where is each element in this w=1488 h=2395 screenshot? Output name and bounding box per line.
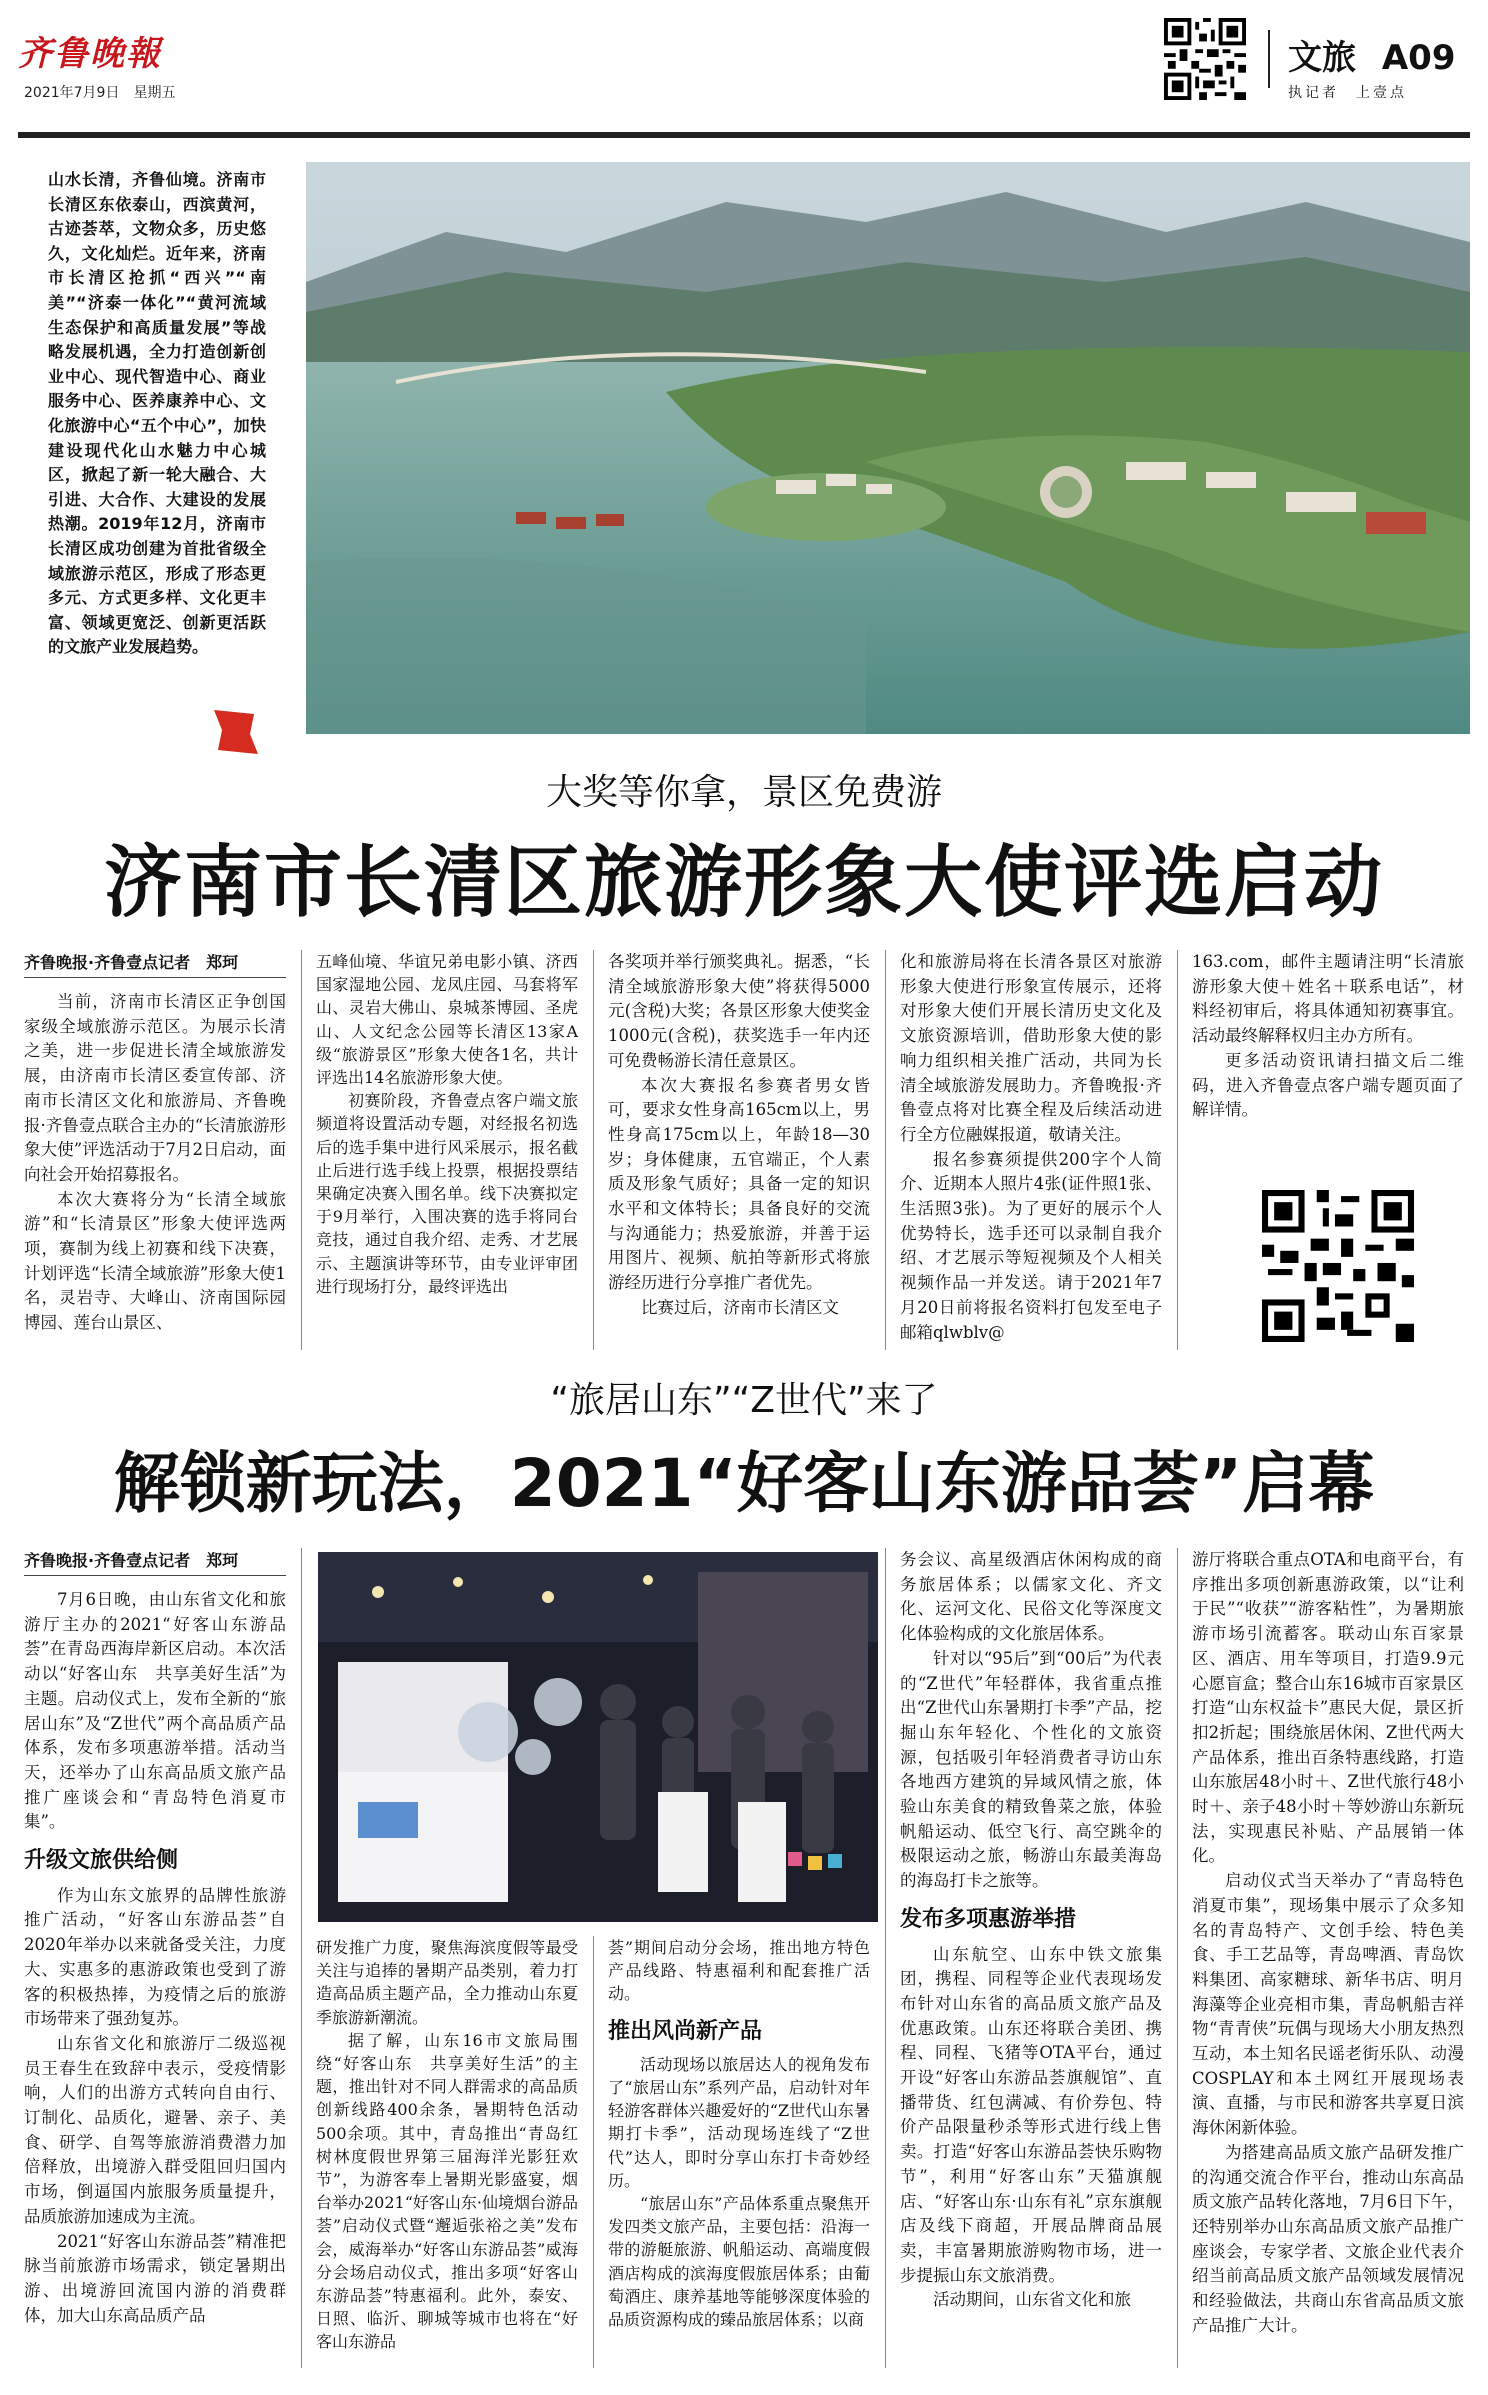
paragraph: 2021“好客山东游品荟”精准把脉当前旅游市场需求，锁定暑期出游、出境游回流国内游的消费群体，加大山东高品质产品 — [24, 2231, 286, 2325]
column-rule — [301, 950, 302, 1350]
paragraph: 7月6日晚，由山东省文化和旅游厅主办的2021“好客山东游品荟”在青岛西海岸新区启动。本次活动以“好客山东 共享美好生活”为主题。启动仪式上，发布全新的“旅居山东”及“Z世代”两个高品质产品体系，发布多项惠游举措。活动当天，还举办了山东高品质文旅产品推广座谈会和“青岛特色消夏市集”。 — [24, 1590, 286, 1832]
story1-col2 — [316, 950, 578, 1298]
paragraph: 据了解，山东16市文旅局围绕“好客山东 共享美好生活”的主题，推出针对不同人群需求的高品质创新线路400余条，暑期特色活动500余项。其中，青岛推出“青岛红树林度假世界第三届海洋光影狂欢节”，为游客奉上暑期光影盛宴，烟台举办2021“好客山东·仙境烟台游品荟”启动仪式暨“邂逅张裕之美”发布会，威海举办“好客山东游品荟”威海分会场启动仪式，推出多项“好客山东游品荟”特惠福利。此外，泰安、日照、临沂、聊城等城市也将在“好客山东游品 — [316, 2030, 578, 2352]
column-rule — [301, 1548, 302, 2368]
paragraph: 启动仪式当天举办了“青岛特色消夏市集”，现场集中展示了众多知名的青岛特产、文创手绘、特色美食、手工艺品等，青岛啤酒、青岛饮料集团、高家糖球、新华书店、明月海藻等企业亮相市集，青岛帆船吉祥物“青青侠”玩偶与现场大小朋友热烈互动，本土知名民谣老街乐队、动漫COSPLAY和本土网红开展现场表演、直播，与市民和游客共享夏日滨海休闲新体验。 — [1192, 1871, 1464, 2138]
story1-headline: 济南市长清区旅游形象大使评选启动 — [103, 838, 1384, 928]
paragraph: 更多活动资讯请扫描文后二维码，进入齐鲁壹点客户端专题页面了解详情。 — [1192, 1050, 1464, 1120]
story2-col4 — [900, 1548, 1162, 2313]
paragraph: 报名参赛须提供200字个人简介、近期本人照片4张(证件照1张、生活照3张)。为了更好的展示个人优势特长，选手还可以录制自我介绍、才艺展示等短视频及个人相关视频作品一并发送。请于2021年7月20日前将报名资料打包发至电子邮箱qlwblv@ — [900, 1149, 1162, 1342]
paragraph: “旅居山东”产品体系重点聚焦开发四类文旅产品，主要包括：沿海一带的游艇旅游、帆船运动、高端度假酒店构成的滨海度假旅居体系；由葡萄酒庄、康养基地等能够深度体验的品质资源构成的臻品旅居体系；以商 — [608, 2194, 870, 2330]
aerial-photo-changqing — [306, 162, 1470, 734]
paragraph: 务会议、高星级酒店休闲构成的商务旅居体系；以儒家文化、齐文化、运河文化、民俗文化等深度文化体验构成的文化旅居体系。 — [900, 1550, 1162, 1644]
story2-headline: 解锁新玩法，2021“好客山东游品荟”启幕 — [113, 1445, 1375, 1522]
subhead-new-products: 推出风尚新产品 — [608, 2018, 763, 2044]
header-divider — [1268, 30, 1270, 88]
paragraph: 活动现场以旅居达人的视角发布了“旅居山东”系列产品，启动针对年轻游客群体兴趣爱好的“Z世代山东暑期打卡季”，活动现场连线了“Z世代”达人，即时分享山东打卡奇妙经历。 — [608, 2054, 870, 2190]
subhead-upgrade: 升级文旅供给侧 — [24, 1848, 179, 1874]
paragraph: 各奖项并举行颁奖典礼。据悉，“长清全域旅游形象大使”将获得5000元(含税)大奖；各景区形象大使奖金1000元(含税)，获奖选手一年内还可免费畅游长清任意景区。 — [608, 952, 870, 1070]
paragraph: 初赛阶段，齐鲁壹点客户端文旅频道将设置活动专题，对经报名初选后的选手集中进行风采展示，报名截止后进行选手线上投票，根据投票结果确定决赛入围名单。线下决赛拟定于9月举行，入围决赛的选手将同台竞技，通过自我介绍、走秀、才艺展示、主题演讲等环节，由专业评审团进行现场打分，最终评选出 — [316, 1091, 578, 1296]
page-editor-line: 执记者 上壹点 — [1288, 85, 1407, 101]
story2-byline: 齐鲁晚报·齐鲁壹点记者 郑珂 — [24, 1548, 286, 1576]
paragraph: 五峰仙境、华谊兄弟电影小镇、济西国家湿地公园、龙凤庄园、马套将军山、灵岩大佛山、泉城茶博园、圣虎山、人文纪念公园等长清区13家A级“旅游景区”形象大使各1名，共计评选出14名旅游形象大使。 — [316, 952, 578, 1088]
story2-col2 — [316, 1936, 578, 2354]
paragraph: 作为山东文旅界的品牌性旅游推广活动，“好客山东游品荟”自2020年举办以来就备受关注，力度大、实惠多的惠游政策也受到了游客的积极热捧，为疫情之后的旅游市场带来了强劲复苏。 — [24, 1885, 286, 2029]
paragraph: 研发推广力度，聚焦海滨度假等最受关注与追捧的暑期产品类别，着力打造高品质主题产品，全力推动山东夏季旅游新潮流。 — [316, 1938, 578, 2027]
paragraph: 针对以“95后”到“00后”为代表的“Z世代”年轻群体，我省重点推出“Z世代山东暑期打卡季”产品，挖掘山东年轻化、个性化的文旅资源，包括吸引年轻消费者寻访山东各地西方建筑的异域风情之旅，体验山东美食的精致鲁菜之旅，体验帆船运动、低空飞行、高空跳伞的极限运动之旅，畅游山东最美海岛的海岛打卡之旅等。 — [900, 1648, 1162, 1891]
page-number: A09 — [1381, 38, 1456, 78]
qr-code-icon[interactable] — [1262, 1190, 1414, 1342]
story2-subtitle: “旅居山东”“Z世代”来了 — [550, 1380, 938, 1421]
paragraph: 为搭建高品质文旅产品研发推广的沟通交流合作平台，推动山东高品质文旅产品转化落地，7月6日下午，还特别举办山东高品质文旅产品推广座谈会，专家学者、文旅企业代表介绍当前高品质文旅产品领域发展情况和经验做法，共商山东省高品质文旅产品推广大计。 — [1192, 2142, 1464, 2335]
issue-date: 2021年7月9日 星期五 — [24, 85, 176, 101]
story1-col1 — [24, 990, 286, 1336]
section-name — [1288, 30, 1455, 79]
red-flag-icon — [210, 706, 262, 762]
paragraph: 山东航空、山东中铁文旅集团，携程、同程等企业代表现场发布针对山东省的高品质文旅产品及优惠政策。山东还将联合美团、携程、同程、飞猪等OTA平台，通过开设“好客山东游品荟旗舰馆”、直播带货、红包满减、有价券包、特价产品限量秒杀等形式进行线上售卖。打造“好客山东游品荟快乐购物节”，利用“好客山东”天猫旗舰店、“好客山东·山东有礼”京东旗舰店及线下商超，开展品牌商品展卖，丰富暑期旅游购物市场，进一步提振山东文旅消费。 — [900, 1944, 1162, 2285]
story1-col4 — [900, 950, 1162, 1345]
paragraph: 化和旅游局将在长清各景区对旅游形象大使进行形象宣传展示，还将对形象大使们开展长清历史文化及文旅资源培训，借助形象大使的影响力组织相关推广活动，共同为长清全域旅游发展助力。齐鲁晚报·齐鲁壹点将对比赛全程及后续活动进行全方位融媒报道，敬请关注。 — [900, 952, 1162, 1144]
subhead-discounts: 发布多项惠游举措 — [900, 1906, 1077, 1932]
column-rule — [1177, 950, 1178, 1350]
paragraph: 荟”期间启动分会场，推出地方特色产品线路、特惠福利和配套推广活动。 — [608, 1938, 870, 2004]
masthead: 齐鲁晚報 — [18, 34, 162, 74]
paragraph: 活动期间，山东省文化和旅 — [933, 2290, 1131, 2310]
qr-code-icon[interactable] — [1164, 18, 1246, 100]
story2-col5 — [1192, 1548, 1464, 2339]
column-rule — [885, 950, 886, 1350]
column-rule — [885, 1548, 886, 2368]
paragraph: 本次大赛将分为“长清全域旅游”和“长清景区”形象大使评选两项，赛制为线上初赛和线下决赛，计划评选“长清全域旅游”形象大使1名，灵岩寺、大峰山、济南国际园博园、莲台山景区、 — [24, 1189, 286, 1333]
paragraph: 本次大赛报名参赛者男女皆可，要求女性身高165cm以上，男性身高175cm以上，年龄18—30岁；身体健康，五官端正，个人素质及形象气质好；具备一定的知识水平和文体特长；具备良好的交流与沟通能力；热爱旅游，并善于运用图片、视频、航拍等新形式将旅游经历进行分享推广者优先。 — [608, 1075, 870, 1293]
section-label: 文旅 — [1288, 38, 1356, 78]
event-photo-night-market — [318, 1552, 878, 1922]
story1-col3 — [608, 950, 870, 1321]
column-rule — [593, 950, 594, 1350]
paragraph: 163.com，邮件主题请注明“长清旅游形象大使＋姓名＋联系电话”，材料经初审后，将具体通知初赛事宜。活动最终解释权归主办方所有。 — [1192, 952, 1464, 1046]
column-rule — [1177, 1548, 1178, 2368]
story2-col1 — [24, 1588, 286, 2328]
paragraph: 当前，济南市长清区正争创国家级全域旅游示范区。为展示长清之美，进一步促进长清全域旅游发展，由济南市长清区委宣传部、济南市长清区文化和旅游局、齐鲁晚报·齐鲁壹点联合主办的“长清旅游形象大使”评选活动于7月2日启动，面向社会开始招募报名。 — [24, 992, 286, 1184]
story2-col3 — [608, 1936, 870, 2331]
column-rule — [593, 1936, 594, 2368]
story1-col5 — [1192, 950, 1464, 1123]
header-rule — [18, 132, 1470, 138]
paragraph: 游厅将联合重点OTA和电商平台，有序推出多项创新惠游政策，以“让利于民”“收获”“游客粘性”，为暑期旅游市场引流蓄客。联动山东百家景区、酒店、用车等项目，打造9.9元心愿盲盒；整合山东16城市百家景区打造“山东权益卡”惠民大促，景区折扣2折起；围绕旅居休闲、Z世代两大产品体系，推出百条特惠线路，打造山东旅居48小时＋、Z世代旅行48小时＋、亲子48小时＋等妙游山东新玩法，实现惠民补贴、产品展销一体化。 — [1192, 1550, 1464, 1866]
paragraph: 比赛过后，济南市长清区文 — [641, 1297, 839, 1317]
lead-intro: 山水长清，齐鲁仙境。济南市长清区东依泰山，西滨黄河，古迹荟萃，文物众多，历史悠久，文化灿烂。近年来，济南市长清区抢抓“西兴”“南美”“济泰一体化”“黄河流域生态保护和高质量发展”等战略发展机遇，全力打造创新创业中心、现代智造中心、商业服务中心、医养康养中心、文化旅游中心“五个中心”，加快建设现代化山水魅力中心城区，掀起了新一轮大融合、大引进、大合作、大建设的发展热潮。2019年12月，济南市长清区成功创建为首批省级全域旅游示范区，形成了形态更多元、方式更多样、文化更丰富、领域更宽泛、创新更活跃的文旅产业发展趋势。 — [48, 170, 266, 657]
paragraph: 山东省文化和旅游厅二级巡视员王春生在致辞中表示，受疫情影响，人们的出游方式转向自由行、订制化、品质化，避暑、亲子、美食、研学、自驾等旅游消费潜力加倍释放，出境游入群受阻回归国内市场，倒逼国内旅服务质量提升，品质旅游加速成为主流。 — [24, 2033, 286, 2226]
story1-byline: 齐鲁晚报·齐鲁壹点记者 郑珂 — [24, 950, 286, 978]
story1-subtitle: 大奖等你拿，景区免费游 — [545, 772, 942, 813]
